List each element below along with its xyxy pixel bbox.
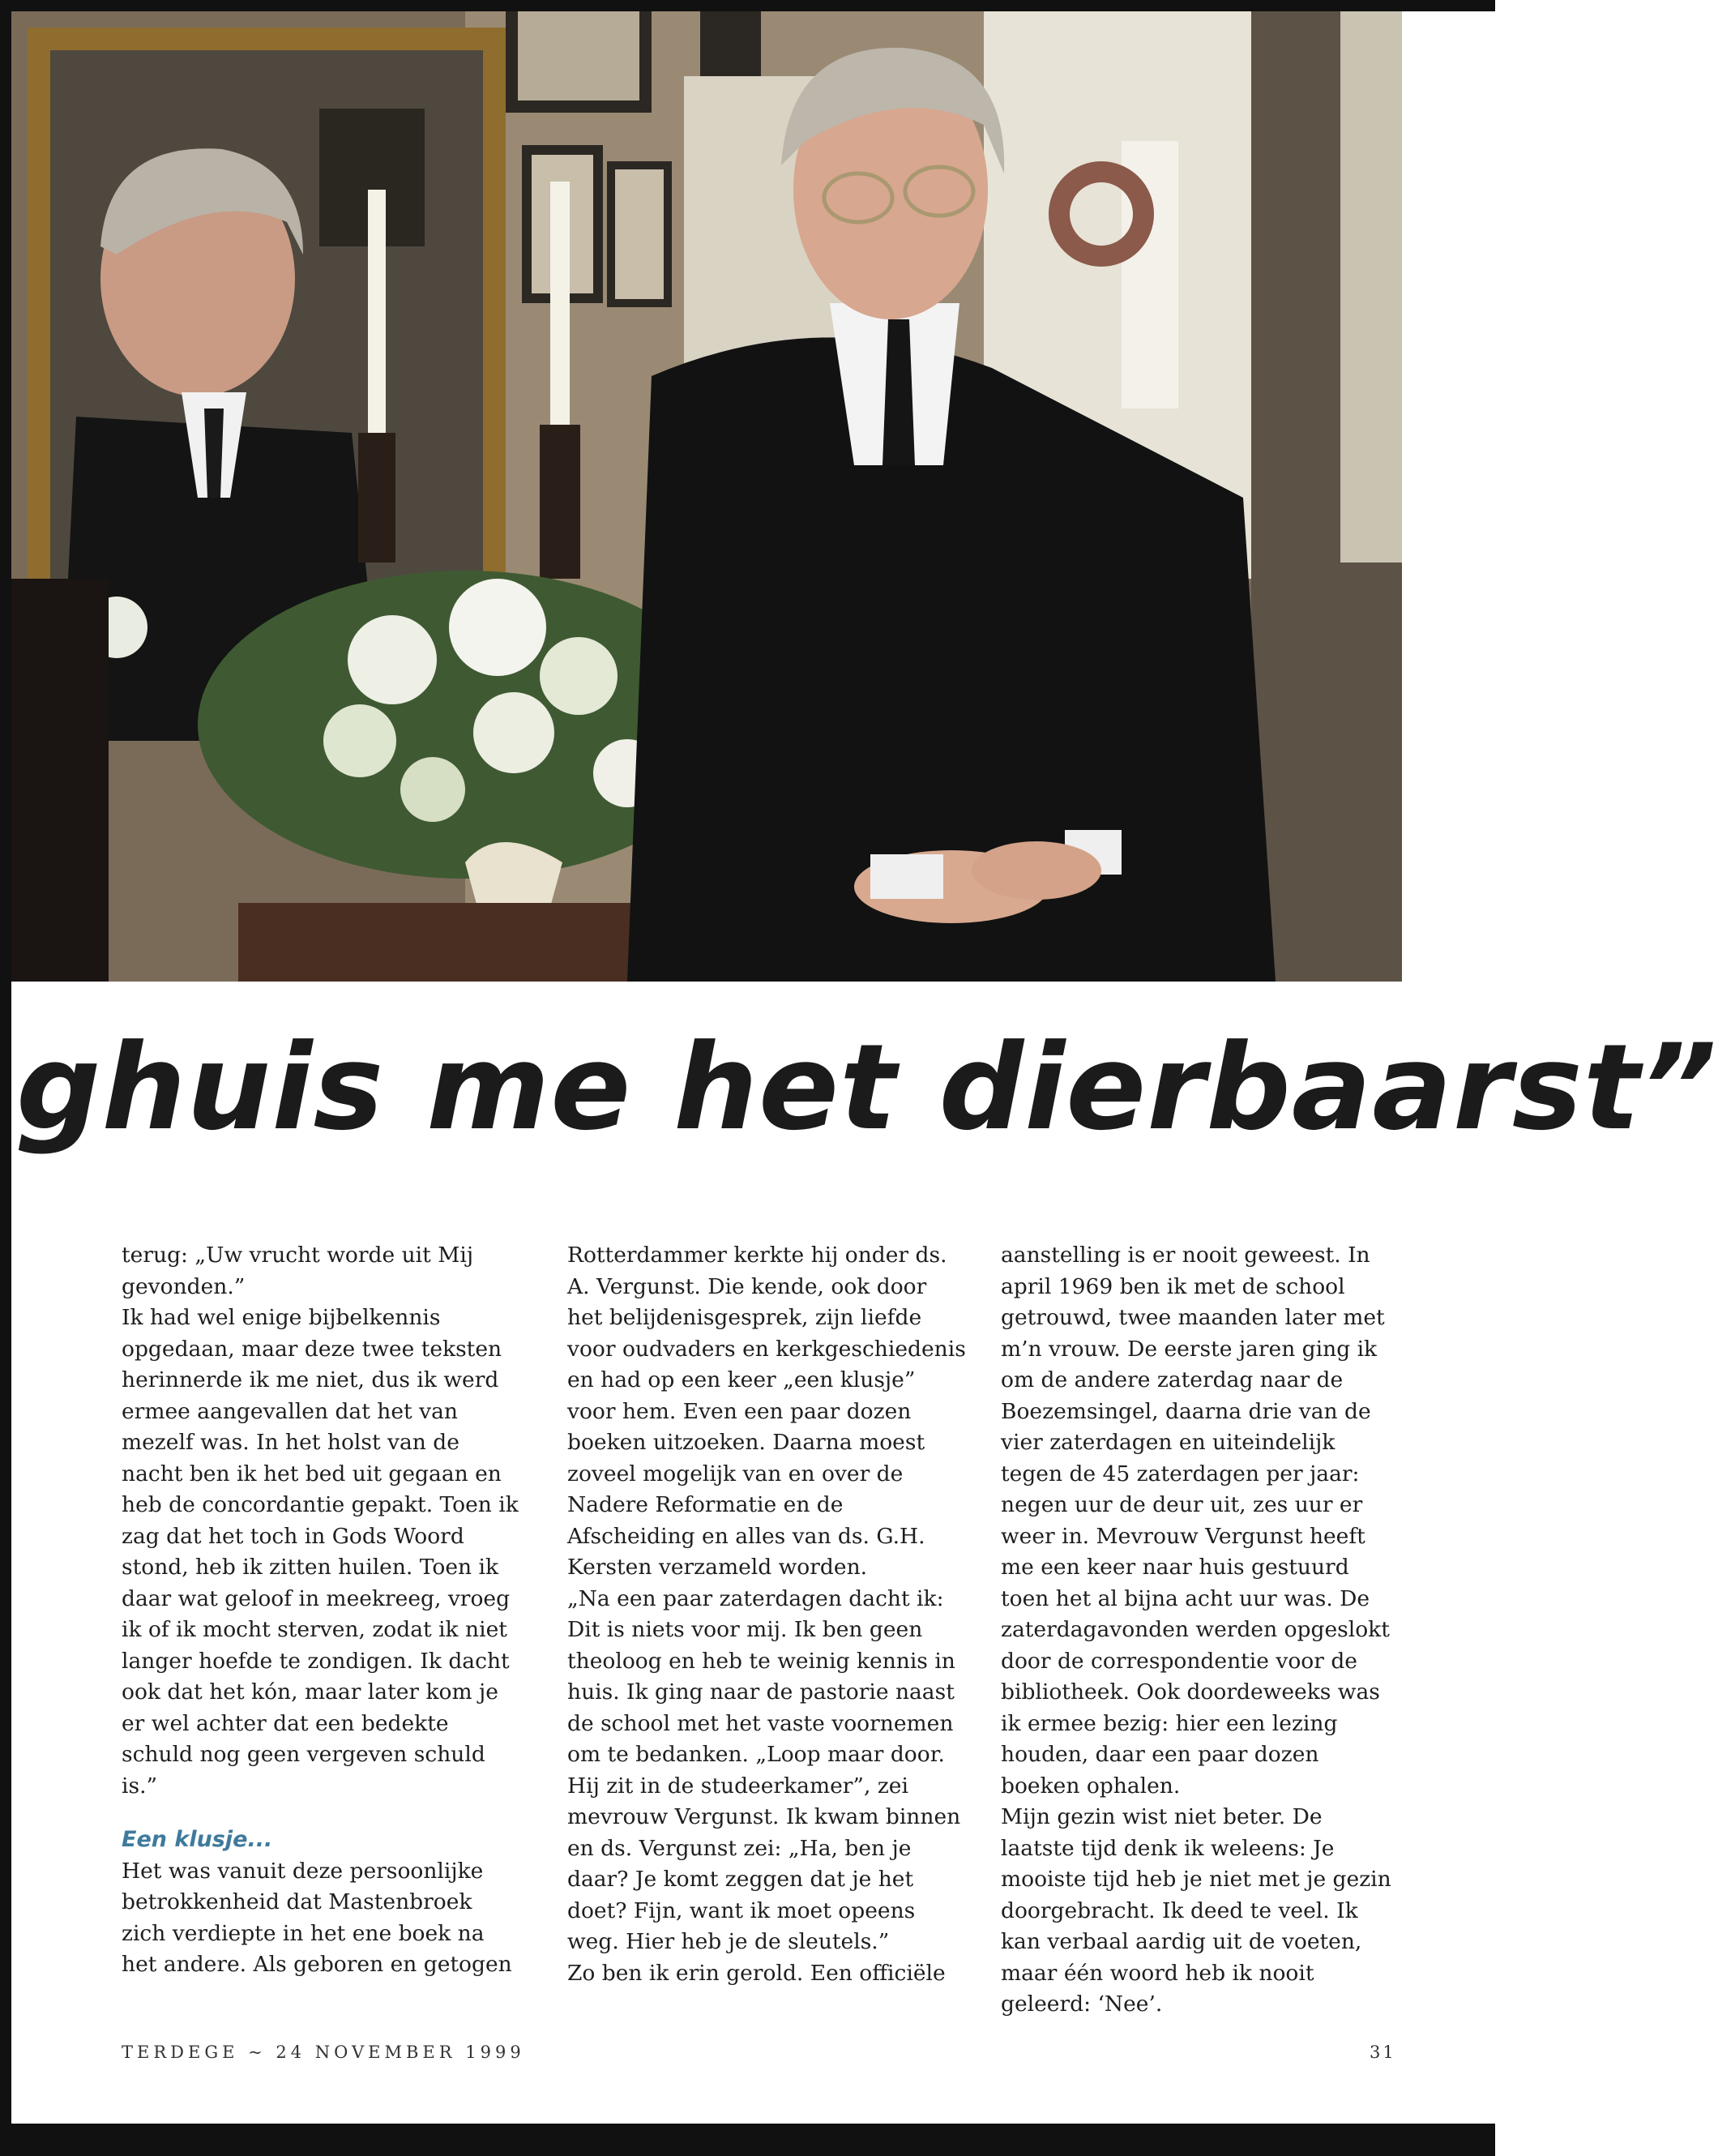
- page-number: 31: [1370, 2043, 1396, 2062]
- paragraph: Het was vanuit deze persoonlijke betrokkenheid dat Mastenbroek zich verdiepte in het ene boek na het andere. Als geboren en getogen: [122, 1858, 512, 1977]
- text-column-1: [122, 1240, 523, 1981]
- portrait-photo: [11, 11, 1402, 982]
- paragraph: Rotterdammer kerkte hij onder ds. A. Vergunst. Die kende, ook door het belijdenisgesprek, zijn liefde voor oudvaders en kerkgeschiedenis en had op een keer „een klusje” voor hem. Even een paar dozen boeken uitzoeken. Daarna moest zoveel mogelijk van en over de Nadere Reformatie en de Afscheiding en alles van ds. G.H. Kersten verzameld worden.: [567, 1243, 966, 1580]
- section-subhead: Een klusje...: [122, 1827, 273, 1852]
- text-column-3: [1001, 1240, 1402, 2021]
- page-border-bottom: [0, 2124, 1495, 2156]
- page-border-left: [0, 0, 11, 2156]
- paragraph: terug: „Uw vrucht worde uit Mij gevonden.”: [122, 1243, 474, 1299]
- text-column-2: [567, 1240, 968, 1989]
- paragraph: Ik had wel enige bijbelkennis opgedaan, maar deze twee teksten herinnerde ik me niet, dus ik werd ermee aangevallen dat het van mezelf was. In het holst van de nacht ben ik het bed uit gegaan en heb de concordantie gepakt. Toen ik zag dat het toch in Gods Woord stond, heb ik zitten huilen. Toen ik daar wat geloof in meekreeg, vroeg ik of ik mocht sterven, zodat ik niet langer hoefde te zondigen. Ik dacht ook dat het kón, maar later kom je er wel achter dat een bedekte schuld nog geen vergeven schuld is.”: [122, 1305, 519, 1799]
- paragraph: aanstelling is er nooit geweest. In april 1969 ben ik met de school getrouwd, twee maanden later met m’n vrouw. De eerste jaren ging ik om de andere zaterdag naar de Boezemsingel, daarna drie van de vier zaterdagen en uiteindelijk tegen de 45 zaterdagen per jaar: negen uur de deur uit, zes uur er weer in. Mevrouw Vergunst heeft me een keer naar huis gestuurd toen het al bijna acht uur was. De zaterdagavonden werden opgeslokt door de correspondentie voor de bibliotheek. Ook doordeweeks was ik ermee bezig: hier een lezing houden, daar een paar dozen boeken ophalen.: [1001, 1243, 1390, 1799]
- paragraph: „Na een paar zaterdagen dacht ik: Dit is niets voor mij. Ik ben geen theoloog en heb te weinig kennis in huis. Ik ging naar de pastorie naast de school met het vaste voornemen om te bedanken. „Loop maar door. Hij zit in de studeerkamer”, zei mevrouw Vergunst. Ik kwam binnen en ds. Vergunst zei: „Ha, ben je daar? Je komt zeggen dat je het doet? Fijn, want ik moet opeens weg. Hier heb je de sleutels.”: [567, 1585, 961, 1954]
- publication-footer: TERDEGE ~ 24 NOVEMBER 1999: [122, 2043, 525, 2062]
- paragraph: Mijn gezin wist niet beter. De laatste tijd denk ik weleens: Je mooiste tijd heb je niet met je gezin doorgebracht. Ik deed te veel. Ik kan verbaal aardig uit de voeten, maar één woord heb ik nooit geleerd: ‘Nee’.: [1001, 1804, 1391, 2017]
- page-border-top: [0, 0, 1495, 11]
- paragraph: Zo ben ik erin gerold. Een officiële: [567, 1960, 946, 1986]
- headline: ghuis me het dierbaarst”: [16, 1019, 1718, 1157]
